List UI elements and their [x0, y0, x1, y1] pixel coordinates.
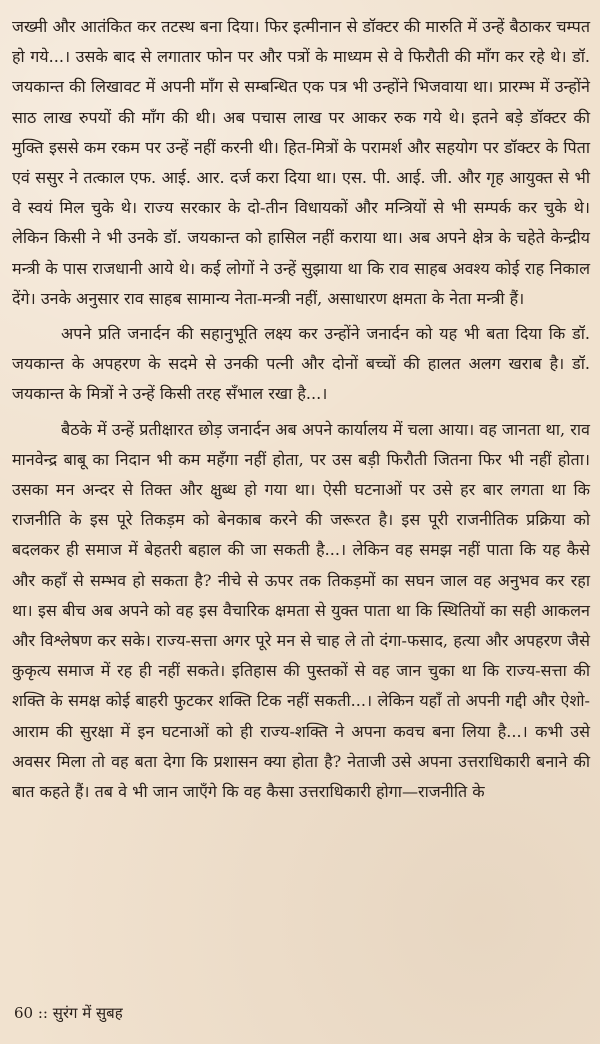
paragraph-2: अपने प्रति जनार्दन की सहानुभूति लक्ष्य कर उन्होंने जनार्दन को यह भी बता दिया कि डॉ. जयकान्त के अपहरण के सदमे से उनकी पत्नी और दोनों बच्चों की हालत अलग खराब है। डॉ. जयकान्त के मित्रों ने उन्हें किसी तरह सँभाल रखा है...। — [12, 324, 590, 404]
page-footer — [14, 1003, 123, 1023]
page-body-text — [12, 12, 590, 807]
paragraph-3: बैठके में उन्हें प्रतीक्षारत छोड़ जनार्दन अब अपने कार्यालय में चला आया। वह जानता था, राव मानवेन्द्र बाबू का निदान भी कम महँगा नहीं होता, पर उस बड़ी फिरौती जितना फिर भी नहीं होता। उसका मन अन्दर से तिक्त और क्षुब्ध हो गया था। ऐसी घटनाओं पर उसे हर बार लगता था कि राजनीति के इस पूरे तिकड़म को बेनकाब करने की जरूरत है। इस पूरी राजनीतिक प्रक्रिया को बदलकर ही समाज में बेहतरी बहाल की जा सकती है...। लेकिन वह समझ नहीं पाता कि यह कैसे और कहाँ से सम्भव हो सकता है? नीचे से ऊपर तक तिकड़मों का सघन जाल वह अनुभव कर रहा था। इस बीच अब अपने को वह इस वैचारिक क्षमता से युक्त पाता था कि स्थितियों का सही आकलन और विश्लेषण कर सके। राज्य-सत्ता अगर पूरे मन से चाह ले तो दंगा-फसाद, हत्या और अपहरण जैसे कुकृत्य समाज में रह ही नहीं सकते। इतिहास की पुस्तकों से वह जान चुका था कि राज्य-सत्ता की शक्ति के समक्ष कोई बाहरी फुटकर शक्ति टिक नहीं सकती...। लेकिन यहाँ तो अपनी गद्दी और ऐशो-आराम की सुरक्षा में इन घटनाओं को ही राज्य-शक्ति ने अपना कवच बना लिया है...। कभी उसे अवसर मिला तो वह बता देगा कि प्रशासन क्या होता है? नेताजी उसे अपना उत्तराधिकारी बनाने की बात कहते हैं। तब वे भी जान जाएँगे कि वह कैसा उत्तराधिकारी होगा—राजनीति के — [12, 419, 590, 802]
book-title: सुरंग में सुबह — [52, 1004, 123, 1022]
page-number: 60 — [14, 1004, 34, 1022]
footer-separator: :: — [37, 1004, 48, 1022]
paragraph-1: जख्मी और आतंकित कर तटस्थ बना दिया। फिर इत्मीनान से डॉक्टर की मारुति में उन्हें बैठाकर चम्पत हो गये...। उसके बाद से लगातार फोन पर और पत्रों के माध्यम से वे फिरौती की माँग कर रहे थे। डॉ. जयकान्त की लिखावट में अपनी माँग से सम्बन्धित एक पत्र भी उन्होंने भिजवाया था। प्रारम्भ में उन्होंने साठ लाख रुपयों की माँग की थी। अब पचास लाख पर आकर रुक गये थे। इतने बड़े डॉक्टर की मुक्ति इससे कम रकम पर उन्हें नहीं करनी थी। हित-मित्रों के परामर्श और सहयोग पर डॉक्टर के पिता एवं ससुर ने तत्काल एफ. आई. आर. दर्ज करा दिया था। एस. पी. आई. जी. और गृह आयुक्त से भी वे स्वयं मिल चुके थे। राज्य सरकार के दो-तीन विधायकों और मन्त्रियों से भी सम्पर्क कर चुके थे। लेकिन किसी ने भी उनके डॉ. जयकान्त को हासिल नहीं कराया था। अब अपने क्षेत्र के चहेते केन्द्रीय मन्त्री के पास राजधानी आये थे। कई लोगों ने उन्हें सुझाया था कि राव साहब अवश्य कोई राह निकाल देंगे। उनके अनुसार राव साहब सामान्य नेता-मन्त्री नहीं, असाधारण क्षमता के नेता मन्त्री हैं। — [12, 17, 590, 308]
